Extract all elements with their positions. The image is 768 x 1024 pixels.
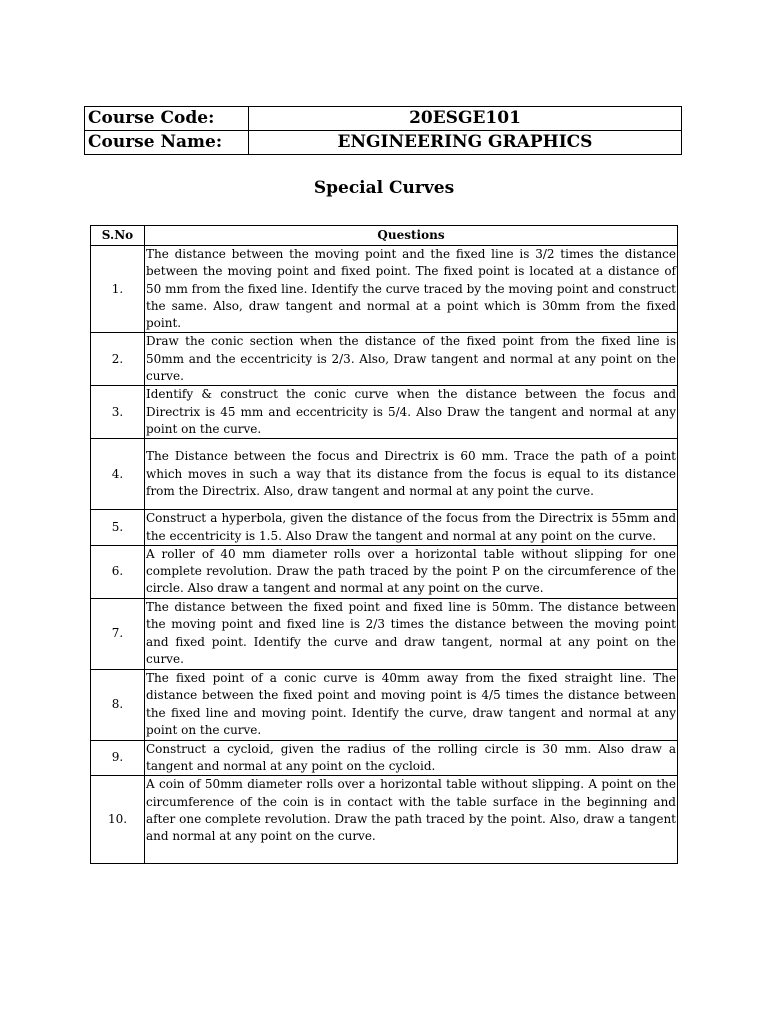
table-row (91, 776, 678, 864)
question-text: Construct a cycloid, given the radius of the rolling circle is 30 mm. Also draw a tangent and normal at any point on the cycloid. (145, 740, 678, 776)
question-number: 6. (91, 545, 145, 598)
table-row (91, 545, 678, 598)
table-row (91, 510, 678, 546)
page-title: Special Curves (313, 178, 455, 198)
question-number: 7. (91, 598, 145, 669)
question-number: 2. (91, 333, 145, 386)
question-text: The fixed point of a conic curve is 40mm away from the fixed straight line. The distance between the fixed point and moving point is 4/5 times the distance between the fixed line and moving point. Identify the curve, draw tangent and normal at any point on the curve. (145, 669, 678, 740)
question-text: Construct a hyperbola, given the distance of the focus from the Directrix is 55mm and the eccentricity is 1.5. Also Draw the tangent and normal at any point on the curve. (145, 510, 678, 546)
table-row (91, 333, 678, 386)
questions-header-row (91, 226, 678, 246)
table-row (91, 669, 678, 740)
course-name-value: ENGINEERING GRAPHICS (249, 131, 682, 155)
table-row (91, 598, 678, 669)
questions-header: Questions (145, 226, 678, 246)
question-text: A roller of 40 mm diameter rolls over a horizontal table without slipping for one complete revolution. Draw the path traced by the point P on the circumference of the circle. Also draw a tangent and normal at any point on the curve. (145, 545, 678, 598)
table-row (91, 740, 678, 776)
table-row (91, 246, 678, 333)
course-code-label: Course Code: (85, 107, 249, 131)
questions-table (90, 225, 678, 864)
course-name-row (85, 131, 682, 155)
question-number: 1. (91, 246, 145, 333)
question-number: 3. (91, 386, 145, 439)
course-code-row (85, 107, 682, 131)
course-info-table (84, 106, 682, 155)
question-number: 9. (91, 740, 145, 776)
question-number: 5. (91, 510, 145, 546)
question-text: Draw the conic section when the distance of the fixed point from the fixed line is 50mm and the eccentricity is 2/3. Also, Draw tangent and normal at any point on the curve. (145, 333, 678, 386)
question-text: The distance between the moving point and the fixed line is 3/2 times the distance between the moving point and fixed point. The fixed point is located at a distance of 50 mm from the fixed line. Identify the curve traced by the moving point and construct the same. Also, draw tangent and normal at a point which is 30mm from the fixed point. (145, 246, 678, 333)
table-row (91, 386, 678, 439)
table-row (91, 439, 678, 510)
question-text: The distance between the fixed point and fixed line is 50mm. The distance between the moving point and fixed line is 2/3 times the distance between the moving point and fixed point. Identify the curve and draw tangent, normal at any point on the curve. (145, 598, 678, 669)
question-text: Identify & construct the conic curve when the distance between the focus and Directrix is 45 mm and eccentricity is 5/4. Also Draw the tangent and normal at any point on the curve. (145, 386, 678, 439)
course-code-value: 20ESGE101 (249, 107, 682, 131)
question-number: 4. (91, 439, 145, 510)
course-name-label: Course Name: (85, 131, 249, 155)
question-number: 10. (91, 776, 145, 864)
question-number: 8. (91, 669, 145, 740)
question-text: The Distance between the focus and Directrix is 60 mm. Trace the path of a point which moves in such a way that its distance from the focus is equal to its distance from the Directrix. Also, draw tangent and normal at any point the curve. (145, 439, 678, 510)
sno-header: S.No (91, 226, 145, 246)
question-text: A coin of 50mm diameter rolls over a horizontal table without slipping. A point on the circumference of the coin is in contact with the table surface in the beginning and after one complete revolution. Draw the path traced by the point. Also, draw a tangent and normal at any point on the curve. (145, 776, 678, 864)
